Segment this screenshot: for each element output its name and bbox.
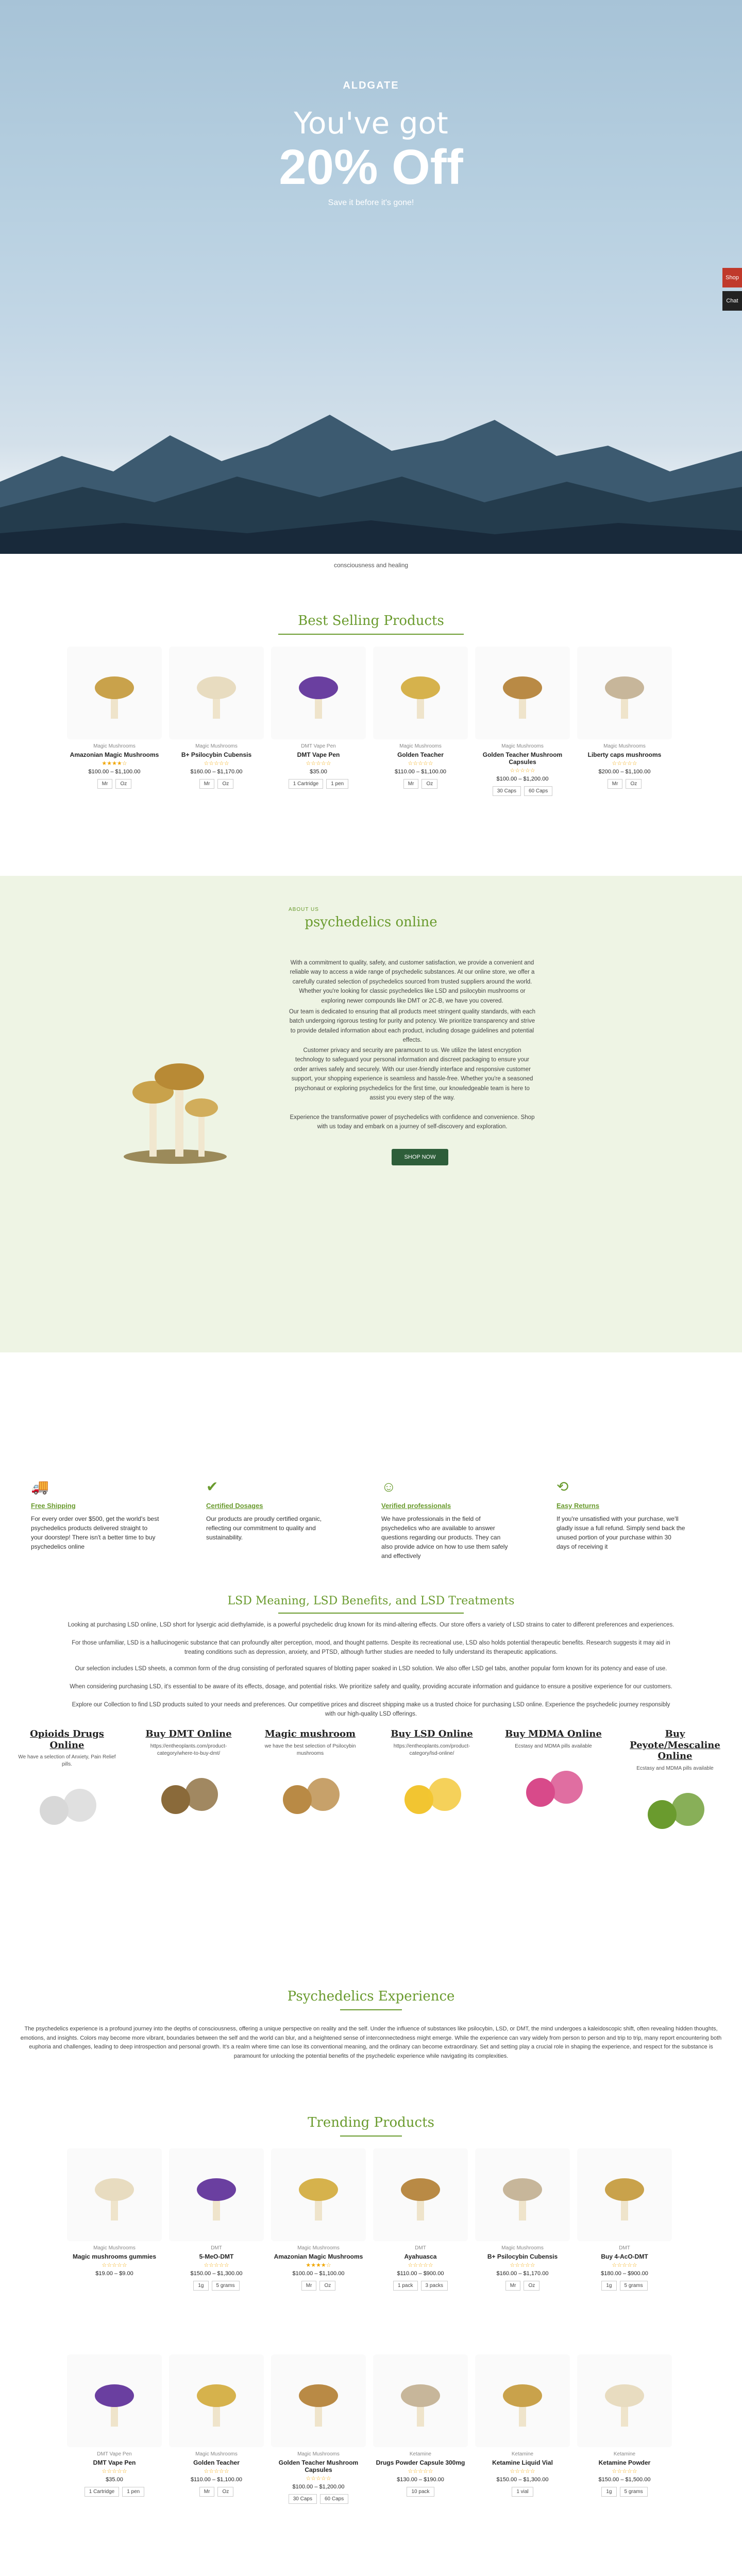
product-price: $100.00 – $1,200.00	[496, 776, 549, 782]
variant-option[interactable]: Mr	[97, 779, 113, 789]
variant-option[interactable]: Mr	[608, 779, 623, 789]
product-price: $100.00 – $1,100.00	[292, 2270, 345, 2277]
product-card[interactable]	[67, 2148, 162, 2291]
product-category: Magic Mushrooms	[603, 743, 646, 749]
feature-text: Our products are proudly certified organic, reflecting our commitment to quality and sustainability.	[206, 1515, 322, 1541]
product-price: $110.00 – $900.00	[397, 2270, 444, 2277]
feature-title[interactable]: Free Shipping	[31, 1502, 76, 1510]
variant-option[interactable]: Mr	[403, 779, 419, 789]
feature-title[interactable]: Certified Dosages	[206, 1502, 263, 1510]
hero-note: consciousness and healing	[333, 562, 409, 569]
product-name[interactable]: Drugs Powder Capsule 300mg	[376, 2459, 465, 2466]
rating-stars: ☆☆☆☆☆	[408, 2468, 433, 2475]
product-name[interactable]: DMT Vape Pen	[93, 2459, 136, 2466]
lsd-paragraph-2: For those unfamiliar, LSD is a hallucinogenic substance that can profoundly alter perception, mood, and thought patterns. Despite its recreational use, LSD also holds potential therapeutic benefits. Research suggests it may aid in treating conditions such as depression, anxiety, and PTSD, although further studies are needed to fully understand its therapeutic applications.	[72, 1640, 670, 1656]
product-category: DMT Vape Pen	[301, 743, 336, 749]
feature-title[interactable]: Easy Returns	[556, 1502, 600, 1510]
category-text: Ecstasy and MDMA pills available	[636, 1765, 714, 1771]
rating-stars: ☆☆☆☆☆	[204, 2468, 229, 2475]
section-title: Best Selling Products	[298, 613, 444, 629]
variant-buttons	[67, 779, 162, 789]
product-card[interactable]	[169, 647, 264, 796]
product-image[interactable]	[577, 647, 672, 739]
product-category: Magic Mushrooms	[297, 2245, 340, 2251]
lsd-paragraph-1: Looking at purchasing LSD online, LSD short for lysergic acid diethylamide, is a powerful psychedelic drug known for its mind-altering effects. Our store offers a variety of LSD strains to cater to different preferences and experiences.	[68, 1622, 674, 1628]
lsd-paragraph-3: Our selection includes LSD sheets, a common form of the drug consisting of perforated squares of blotting paper soaked in LSD solution. We also offer LSD gel tabs, another popular form known for its potency and ease of use.	[75, 1666, 667, 1672]
product-image[interactable]	[373, 2148, 468, 2241]
variant-option[interactable]: Oz	[626, 779, 642, 789]
variant-option[interactable]: 1 Cartridge	[289, 779, 323, 789]
about-title: psychedelics online	[305, 914, 437, 930]
product-image[interactable]	[67, 2148, 162, 2241]
variant-option[interactable]: 1 pen	[326, 779, 348, 789]
variant-buttons	[67, 2487, 162, 2497]
product-image[interactable]	[67, 2354, 162, 2447]
product-image[interactable]	[577, 2148, 672, 2241]
rating-stars: ☆☆☆☆☆	[612, 2468, 637, 2475]
category-title[interactable]: Opioids Drugs Online	[30, 1728, 104, 1751]
product-card[interactable]	[577, 2148, 672, 2291]
product-category: Magic Mushrooms	[195, 743, 238, 749]
divider	[278, 634, 464, 635]
mushroom-cluster-image	[119, 1030, 232, 1164]
variant-buttons	[373, 2281, 468, 2291]
about-paragraph-2: Our team is dedicated to ensuring that all products meet stringent quality standards, with each batch undergoing rigorous testing for purity and potency. We prioritize transparency and strive to provide detailed information about each product, including dosage guidelines and potential effects.	[289, 1009, 536, 1044]
product-image[interactable]	[169, 647, 264, 739]
product-name[interactable]: Liberty caps mushrooms	[587, 751, 662, 758]
product-price: $110.00 – $1,100.00	[190, 2477, 243, 2483]
hero-banner	[0, 0, 742, 554]
product-category: Magic Mushrooms	[399, 743, 442, 749]
about-section	[0, 876, 742, 1352]
experience-section	[0, 1989, 742, 2010]
category-image[interactable]	[31, 1774, 103, 1831]
category-text: https://entheoplants.com/product-category/lsd-online/	[393, 1743, 470, 1756]
variant-option[interactable]: 60 Caps	[320, 2494, 348, 2504]
feature-title[interactable]: Verified professionals	[381, 1502, 451, 1510]
product-price: $200.00 – $1,100.00	[598, 769, 651, 775]
product-name[interactable]: B+ Psilocybin Cubensis	[487, 2253, 558, 2260]
category-card[interactable]	[623, 1728, 727, 1837]
product-image[interactable]	[475, 647, 570, 739]
feature-item	[31, 1476, 160, 1551]
product-card[interactable]	[67, 647, 162, 796]
product-image[interactable]	[373, 2354, 468, 2447]
mountain-illustration	[0, 399, 742, 554]
category-title[interactable]: Buy MDMA Online	[505, 1728, 602, 1739]
rating-stars: ☆☆☆☆☆	[510, 2468, 535, 2475]
product-card[interactable]	[475, 647, 570, 796]
feature-icon: ✔	[206, 1479, 218, 1495]
rating-stars: ☆☆☆☆☆	[102, 2468, 127, 2475]
category-card[interactable]	[15, 1728, 119, 1837]
product-card[interactable]	[169, 2148, 264, 2291]
best-selling-section	[0, 613, 742, 635]
product-price: $35.00	[106, 2477, 123, 2483]
feature-text: We have professionals in the field of psychedelics who are available to answer questions regarding our products. They can also provide advice on how to use them safely and effectively	[381, 1515, 508, 1560]
product-card[interactable]	[475, 2148, 570, 2291]
product-image[interactable]	[169, 2354, 264, 2447]
product-name[interactable]: Magic mushrooms gummies	[72, 2253, 157, 2260]
variant-option[interactable]: 1 pack	[393, 2281, 417, 2291]
about-paragraph-4: Experience the transformative power of psychedelics with confidence and convenience. Shop with us today and embark on a journey of self-discovery and exploration.	[290, 1114, 535, 1130]
side-chat-button[interactable]: Chat	[722, 291, 742, 311]
variant-option[interactable]: 1g	[601, 2487, 616, 2497]
category-title[interactable]: Buy Peyote/Mescaline Online	[630, 1728, 720, 1762]
product-name[interactable]: Golden Teacher Mushroom Capsules	[482, 751, 563, 766]
product-name[interactable]: Ketamine Liquid Vial	[492, 2459, 553, 2466]
rating-stars: ☆☆☆☆☆	[102, 2262, 127, 2268]
experience-title: Psychedelics Experience	[287, 1989, 455, 2004]
trending-section	[0, 2115, 742, 2137]
category-text: we have the best selection of Psilocybin mushrooms	[264, 1743, 356, 1756]
variant-option[interactable]: 60 Caps	[524, 786, 552, 796]
variant-buttons	[271, 779, 366, 789]
variant-option[interactable]: 5 grams	[620, 2487, 648, 2497]
category-title[interactable]: Buy LSD Online	[391, 1728, 473, 1739]
product-category: DMT	[619, 2245, 630, 2251]
product-category: Magic Mushrooms	[93, 743, 136, 749]
variant-option[interactable]: Mr	[505, 2281, 521, 2291]
variant-option[interactable]: Mr	[199, 779, 215, 789]
category-card[interactable]	[502, 1728, 605, 1837]
feature-icon: ⟲	[556, 1479, 569, 1495]
variant-buttons	[373, 779, 468, 789]
product-price: $180.00 – $900.00	[601, 2270, 648, 2277]
lsd-paragraph-5: Explore our Collection to find LSD products suited to your needs and preferences. Our competitive prices and discreet shipping make us a trusted choice for purchasing LSD online. Experience the psychedelic journey responsibly with our high-quality LSD offerings.	[72, 1702, 670, 1718]
rating-stars: ☆☆☆☆☆	[612, 760, 637, 767]
variant-option[interactable]: 30 Caps	[493, 786, 521, 796]
variant-buttons	[475, 2487, 570, 2497]
product-card[interactable]	[577, 2354, 672, 2504]
rating-stars: ☆☆☆☆☆	[306, 2476, 331, 2482]
divider	[278, 1613, 464, 1614]
product-category: DMT	[415, 2245, 426, 2251]
product-name[interactable]: B+ Psilocybin Cubensis	[181, 751, 252, 758]
variant-option[interactable]: 1 vial	[512, 2487, 533, 2497]
rating-stars: ★★★★☆	[306, 2262, 331, 2268]
product-category: DMT	[211, 2245, 222, 2251]
product-image[interactable]	[271, 2354, 366, 2447]
rating-stars: ☆☆☆☆☆	[510, 2262, 535, 2268]
variant-option[interactable]: Oz	[524, 2281, 539, 2291]
variant-option[interactable]: Mr	[199, 2487, 215, 2497]
product-category: Magic Mushrooms	[297, 2451, 340, 2457]
variant-option[interactable]: 1g	[601, 2281, 616, 2291]
variant-buttons	[169, 2487, 264, 2497]
category-image[interactable]	[153, 1764, 225, 1820]
brand-name: ALDGATE	[343, 80, 399, 91]
category-card[interactable]	[380, 1728, 483, 1837]
category-image[interactable]	[396, 1764, 468, 1820]
about-eyebrow: ABOUT US	[289, 907, 319, 912]
variant-option[interactable]: 3 packs	[421, 2281, 448, 2291]
variant-buttons	[271, 2494, 366, 2504]
lsd-title: LSD Meaning, LSD Benefits, and LSD Treatments	[227, 1595, 515, 1607]
product-card[interactable]	[271, 2148, 366, 2291]
variant-option[interactable]: 1 pen	[122, 2487, 144, 2497]
divider	[340, 2136, 402, 2137]
divider	[340, 2009, 402, 2010]
trending-title: Trending Products	[308, 2115, 434, 2130]
product-name[interactable]: Buy 4-AcO-DMT	[601, 2253, 648, 2260]
product-name[interactable]: Amazonian Magic Mushrooms	[70, 751, 159, 758]
variant-option[interactable]: Oz	[217, 2487, 233, 2497]
product-category: Magic Mushrooms	[195, 2451, 238, 2457]
variant-buttons	[373, 2487, 468, 2497]
category-card[interactable]	[137, 1728, 240, 1837]
product-card[interactable]	[271, 2354, 366, 2504]
product-image[interactable]	[475, 2148, 570, 2241]
lsd-paragraph-4: When considering purchasing LSD, it's essential to be aware of its effects, dosage, and potential risks. We prioritize safety and quality, providing accurate information and guidance to ensure a positive experience for our customers.	[70, 1684, 672, 1690]
category-text: https://entheoplants.com/product-category/where-to-buy-dmt/	[150, 1743, 227, 1756]
rating-stars: ☆☆☆☆☆	[408, 760, 433, 767]
product-price: $130.00 – $190.00	[397, 2477, 444, 2483]
product-price: $160.00 – $1,170.00	[496, 2270, 549, 2277]
product-price: $100.00 – $1,100.00	[88, 769, 141, 775]
product-name[interactable]: Ayahuasca	[404, 2253, 437, 2260]
hero-headline: You've got	[294, 106, 448, 141]
hero-subtext: Save it before it's gone!	[328, 198, 414, 207]
product-name[interactable]: Golden Teacher	[397, 751, 444, 758]
variant-option[interactable]: Oz	[421, 779, 437, 789]
product-price: $150.00 – $1,300.00	[190, 2270, 243, 2277]
variant-option[interactable]: Oz	[319, 2281, 335, 2291]
variant-option[interactable]: Mr	[301, 2281, 317, 2291]
product-price: $110.00 – $1,100.00	[394, 769, 447, 775]
product-name[interactable]: Golden Teacher	[193, 2459, 240, 2466]
category-image[interactable]	[517, 1756, 589, 1813]
about-paragraph-3: Customer privacy and security are paramount to us. We utilize the latest encryption technology to safeguard your personal information and discreet packaging to ensure your order arrives safely and securely. With our user-friendly interface and responsive customer support, your shopping experience is seamless and hassle-free. Whether you're a seasoned psychonaut or exploring psychedelics for the first time, our knowledgeable team is here to assist you every step of the way.	[291, 1047, 533, 1101]
product-category: Magic Mushrooms	[501, 2245, 544, 2251]
product-category: Magic Mushrooms	[501, 743, 544, 749]
feature-text: If you're unsatisfied with your purchase, we'll gladly issue a full refund. Simply send back the unused portion of your purchase within 30 days of receiving it	[556, 1515, 685, 1550]
product-card[interactable]	[271, 647, 366, 796]
variant-option[interactable]: 30 Caps	[289, 2494, 317, 2504]
product-card[interactable]	[67, 2354, 162, 2504]
shop-now-button[interactable]: SHOP NOW	[392, 1149, 448, 1165]
variant-buttons	[577, 779, 672, 789]
product-card[interactable]	[373, 2148, 468, 2291]
category-image[interactable]	[274, 1764, 346, 1820]
variant-option[interactable]: Oz	[115, 779, 131, 789]
variant-option[interactable]: 10 pack	[407, 2487, 434, 2497]
product-image[interactable]	[271, 647, 366, 739]
trending-grid-row-2	[67, 2354, 675, 2504]
variant-buttons	[577, 2487, 672, 2497]
variant-option[interactable]: 1g	[193, 2281, 208, 2291]
side-shop-button[interactable]: Shop	[722, 268, 742, 287]
variant-option[interactable]: Oz	[217, 779, 233, 789]
about-paragraph-1: With a commitment to quality, safety, and customer satisfaction, we provide a convenient and reliable way to access a wide range of psychedelic substances. At our online store, we offer a carefully curated selection of psychedelics sourced from trusted suppliers around the world. Whether you're looking for classic psychedelics like LSD and psilocybin mushrooms or exploring newer compounds like DMT or 2C-B, we have you covered.	[290, 960, 535, 1004]
product-image[interactable]	[169, 2148, 264, 2241]
product-name[interactable]: DMT Vape Pen	[297, 751, 340, 758]
variant-option[interactable]: 5 grams	[620, 2281, 648, 2291]
product-image[interactable]	[475, 2354, 570, 2447]
feature-icon: ☺	[381, 1479, 396, 1495]
product-price: $35.00	[310, 769, 327, 775]
feature-item	[556, 1476, 685, 1551]
product-card[interactable]	[475, 2354, 570, 2504]
product-name[interactable]: 5-MeO-DMT	[199, 2253, 234, 2260]
rating-stars: ☆☆☆☆☆	[204, 2262, 229, 2268]
category-text: Ecstasy and MDMA pills available	[515, 1743, 592, 1749]
product-price: $150.00 – $1,300.00	[496, 2477, 549, 2483]
product-image[interactable]	[577, 2354, 672, 2447]
product-image[interactable]	[67, 647, 162, 739]
product-category: Ketamine	[511, 2451, 534, 2457]
product-name[interactable]: Ketamine Powder	[598, 2459, 651, 2466]
variant-buttons	[577, 2281, 672, 2291]
rating-stars: ☆☆☆☆☆	[408, 2262, 433, 2268]
category-title[interactable]: Buy DMT Online	[145, 1728, 232, 1739]
product-name[interactable]: Amazonian Magic Mushrooms	[274, 2253, 363, 2260]
product-image[interactable]	[271, 2148, 366, 2241]
product-card[interactable]	[169, 2354, 264, 2504]
product-card[interactable]	[577, 647, 672, 796]
feature-item	[206, 1476, 335, 1542]
variant-option[interactable]: 5 grams	[212, 2281, 240, 2291]
feature-icon: 🚚	[31, 1479, 49, 1495]
product-category: Ketamine	[409, 2451, 432, 2457]
rating-stars: ☆☆☆☆☆	[306, 760, 331, 767]
category-row	[15, 1728, 727, 1837]
product-price: $100.00 – $1,200.00	[292, 2484, 345, 2490]
best-selling-grid	[67, 647, 675, 796]
rating-stars: ☆☆☆☆☆	[204, 760, 229, 767]
category-card[interactable]	[259, 1728, 362, 1837]
variant-buttons	[169, 779, 264, 789]
variant-option[interactable]: 1 Cartridge	[85, 2487, 119, 2497]
feature-item	[381, 1476, 510, 1561]
product-price: $150.00 – $1,500.00	[598, 2477, 651, 2483]
rating-stars: ☆☆☆☆☆	[510, 768, 535, 774]
product-card[interactable]	[373, 2354, 468, 2504]
product-category: DMT Vape Pen	[97, 2451, 132, 2457]
rating-stars: ☆☆☆☆☆	[612, 2262, 637, 2268]
variant-buttons	[475, 2281, 570, 2291]
lsd-section	[0, 1595, 742, 1614]
category-image[interactable]	[639, 1778, 711, 1835]
category-title[interactable]: Magic mushroom	[264, 1728, 356, 1739]
feature-text: For every order over $500, get the world's best psychedelics products delivered straight to your doorstep! There isn't a better time to buy psychedelics online	[31, 1515, 159, 1550]
variant-buttons	[169, 2281, 264, 2291]
product-category: Magic Mushrooms	[93, 2245, 136, 2251]
product-category: Ketamine	[613, 2451, 636, 2457]
trending-grid-row-1	[67, 2148, 675, 2291]
product-price: $160.00 – $1,170.00	[190, 769, 243, 775]
variant-buttons	[271, 2281, 366, 2291]
hero-discount: 20% Off	[279, 140, 463, 195]
experience-paragraph: The psychedelics experience is a profound journey into the depths of consciousness, offering a unique perspective on reality and the self. Under the influence of substances like psilocybin, LSD, or DMT, the mind undergoes a kaleidoscopic shift, often revealing hidden thoughts, emotions, and insights. Colors may become more vibrant, boundaries between the self and the world can blur, and a heightened sense of interconnectedness might emerge. While the experience can vary widely from person to person and trip to trip, many report encountering both euphoria and challenges, leading to deep introspection and personal growth. It's a realm where time can lose its conventional meaning, and the ordinary can become extraordinary. Set and setting play a crucial role in shaping the experience, and respect for the substance is paramount for unlocking the potential benefits of the psychedelic experience while navigating its complexities.	[20, 2026, 722, 2059]
rating-stars: ★★★★☆	[102, 760, 127, 767]
product-card[interactable]	[373, 647, 468, 796]
product-name[interactable]: Golden Teacher Mushroom Capsules	[278, 2459, 359, 2473]
product-image[interactable]	[373, 647, 468, 739]
category-text: We have a selection of Anxiety, Pain Relief pills.	[18, 1754, 116, 1768]
variant-buttons	[475, 786, 570, 796]
product-price: $19.00 – $9.00	[95, 2270, 133, 2277]
